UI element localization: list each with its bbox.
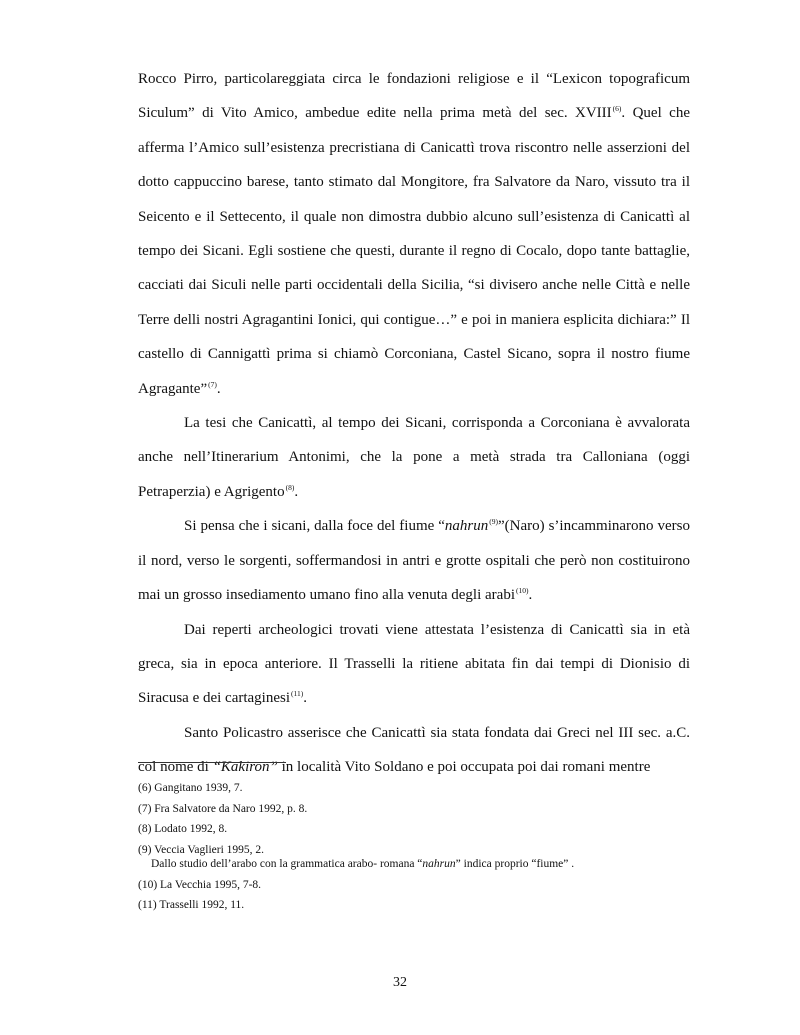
footnote-ref-7[interactable]: (7) bbox=[208, 379, 217, 389]
paragraph-4 bbox=[138, 613, 690, 716]
body-text bbox=[138, 62, 690, 785]
text-run: Santo Policastro asserisce che Canicattì sia stata fondata dai Greci nel III sec. a.C. col nome di bbox=[138, 724, 690, 776]
paragraph-1 bbox=[138, 62, 690, 406]
italic-term: nahrun bbox=[444, 518, 489, 535]
text-run: Rocco Pirro, particolareggiata circa le fondazioni religiose e il “Lexicon topograficum Siculum” di Vito Amico, ambedue edite nella prima metà del sec. XVIII bbox=[138, 71, 690, 122]
italic-term: “Kakiron” bbox=[212, 759, 278, 776]
paragraph-5 bbox=[138, 716, 690, 785]
footnote-10: (10) La Vecchia 1995, 7-8. bbox=[138, 878, 262, 891]
footnote-ref-11[interactable]: (11) bbox=[291, 689, 304, 699]
footnote-separator bbox=[138, 762, 286, 763]
text-run: in località Vito Soldano e poi occupata poi dai romani mentre bbox=[277, 759, 651, 776]
footnote-ref-6[interactable]: (6) bbox=[612, 104, 622, 114]
footnote-9 bbox=[138, 843, 698, 871]
italic-term: nahrun bbox=[422, 858, 456, 871]
text-run: La tesi che Canicattì, al tempo dei Sicani, corrisponda a Corconiana è avvalorata anche nell’Itinerarium Antonimi, che la pone a metà strada tra Calloniana (oggi Petraperzia) e Agrigento bbox=[138, 415, 690, 500]
footnotes bbox=[138, 781, 698, 919]
footnote-9-citation: (9) Veccia Vaglieri 1995, 2. bbox=[138, 844, 265, 857]
footnote-ref-8[interactable]: (8) bbox=[285, 482, 295, 492]
text-run: . bbox=[303, 690, 307, 707]
text-run: Dallo studio dell’arabo con la grammatica arabo- romana “ bbox=[151, 858, 423, 871]
text-run: Si pensa che i sicani, dalla foce del fiume “ bbox=[184, 518, 445, 535]
text-run: ” indica proprio “fiume” . bbox=[455, 858, 575, 871]
footnote-7: (7) Fra Salvatore da Naro 1992, p. 8. bbox=[138, 802, 308, 815]
paragraph-3 bbox=[138, 509, 690, 612]
footnote-6: (6) Gangitano 1939, 7. bbox=[138, 782, 243, 794]
footnote-11: (11) Trasselli 1992, 11. bbox=[138, 899, 245, 912]
text-run: . bbox=[294, 483, 299, 500]
footnote-ref-10[interactable]: (10) bbox=[516, 586, 529, 596]
text-run: . bbox=[528, 587, 533, 604]
text-run: . Quel che afferma l’Amico sull’esistenza precristiana di Canicattì trova riscontro nelle asserzioni del dotto cappuccino barese, tanto stimato dal Mongitore, fra Salvatore da Naro, vissuto tra il Seicento e il Settecento, il quale non dimostra dubbio alcuno sull’esistenza di Canicattì al tempo dei Sicani. Egli sostiene che questi, durante il regno di Cocalo, dopo tante battaglie, cacciati dai Siculi nelle parti occidentali della Sicilia, “si divisero anche nelle Città e nelle Terre delli nostri Agragantini Ionici, qui contigue…” e poi in maniera esplicita dichiara:” Il castello di Cannigattì prima si chiamò Corconiana, Castel Sicano, sopra il nostro fiume Agragante” bbox=[138, 105, 690, 397]
text-run: . bbox=[216, 380, 221, 397]
paragraph-2 bbox=[138, 406, 690, 509]
text-run: Dai reperti archeologici trovati viene attestata l’esistenza di Canicattì sia in età greca, sia in epoca anteriore. Il Trasselli la ritiene abitata fin dai tempi di Dionisio di Siracusa e dei cartaginesi bbox=[138, 621, 690, 707]
footnote-9-note bbox=[138, 857, 698, 871]
footnote-8: (8) Lodato 1992, 8. bbox=[138, 823, 228, 836]
page-number: 32 bbox=[393, 975, 407, 990]
footnote-ref-9[interactable]: (9) bbox=[489, 517, 498, 527]
text-run: ”(Naro) s’incamminarono verso il nord, verso le sorgenti, soffermandosi in antri e grotte ospitali che però non costituirono mai un grosso insediamento umano fino alla venuta degli arabi bbox=[138, 518, 690, 604]
